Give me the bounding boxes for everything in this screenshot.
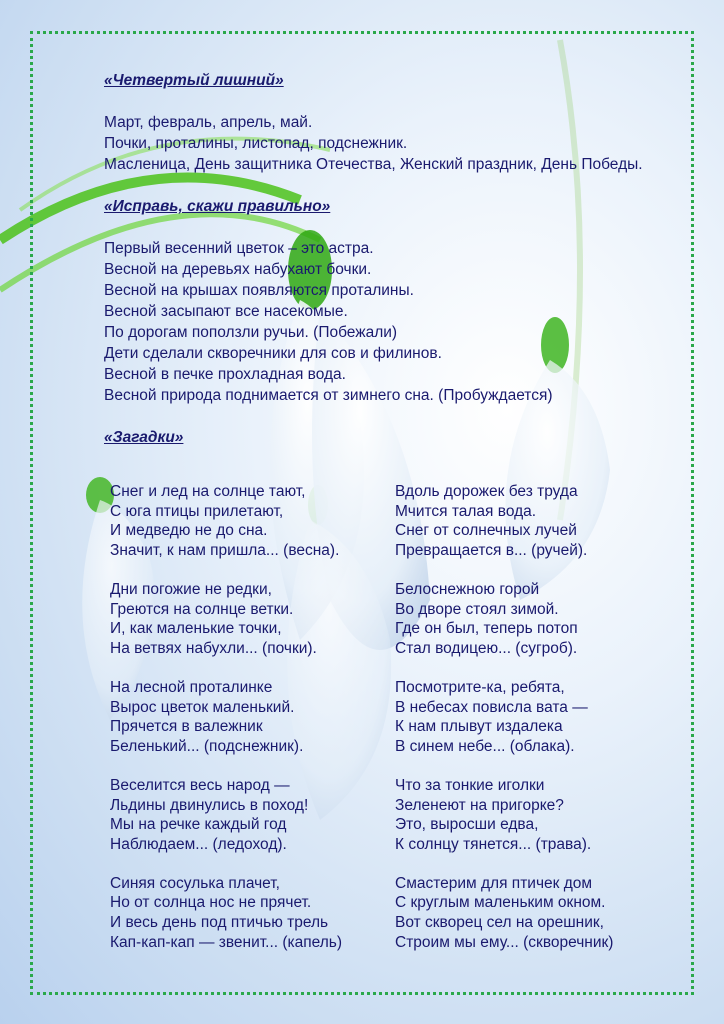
riddle-line: Мы на речке каждый год [110,816,287,834]
riddles-left-column [110,482,395,972]
riddle-line: И весь день под птичью трель [110,914,329,932]
text-line: Весной засыпают все насекомые. [104,303,348,320]
riddle-line: Снег и лед на солнце тают, [110,483,306,500]
riddle [110,776,395,854]
riddle-line: С юга птицы прилетают, [110,502,284,520]
text-line: Первый весенний цветок – это астра. [104,240,374,257]
section-title-riddles: «Загадки» [104,429,184,446]
text-line: По дорогам поползли ручьи. (Побежали) [104,324,398,341]
riddle-line: К нам плывут издалека [395,718,563,736]
riddle-line: В синем небе... (облака). [395,737,575,755]
riddle-line: Но от солнца нос не прячет. [110,894,312,912]
riddles-columns [110,482,670,972]
text-line: Почки, проталины, листопад, подснежник. [104,135,408,152]
riddle-line: В небесах повисла вата — [395,698,588,716]
riddle [395,580,670,658]
riddle-line: Значит, к нам пришла... (весна). [110,541,340,559]
riddle-line: Веселится весь народ — [110,776,290,794]
riddle-line: И, как маленькие точки, [110,620,282,638]
riddle [110,580,395,658]
riddle-line: Где он был, теперь потоп [395,620,578,638]
riddle-line: Смастерим для птичек дом [395,874,593,892]
riddle-line: И медведю не до сна. [110,522,268,540]
riddle-line: Стал водицею... (сугроб). [395,639,578,657]
riddle-line: Вырос цветок маленький. [110,698,295,716]
riddle-line: Кап-кап-кап — звенит... (капель) [110,933,343,951]
riddle [110,482,395,560]
riddle-line: Вот скворец сел на орешник, [395,914,604,932]
riddle-line: К солнцу тянется... (трава). [395,835,592,853]
riddle-line: Это, выросши едва, [395,816,539,834]
riddle-line: Строим мы ему... (скворечник) [395,933,614,951]
riddle-line: Мчится талая вода. [395,502,537,520]
riddle [395,482,670,560]
riddle [395,874,670,952]
riddle-line: Наблюдаем... (ледоход). [110,835,287,853]
section-title-correct-it: «Исправь, скажи правильно» [104,198,331,215]
riddle-line: На ветвях набухли... (почки). [110,639,317,657]
riddle-line: Что за тонкие иголки [395,776,545,794]
riddle-line: Превращается в... (ручей). [395,541,588,559]
riddle-line: Во дворе стоял зимой. [395,600,559,618]
riddle [395,776,670,854]
riddle-line: Греются на солнце ветки. [110,600,294,618]
riddle [110,678,395,756]
riddle-line: Посмотрите-ка, ребята, [395,678,565,696]
text-line: Весной в печке прохладная вода. [104,366,346,383]
top-sections [104,70,664,448]
riddle-line: С круглым маленьким окном. [395,894,606,912]
riddle [395,678,670,756]
riddle-line: На лесной проталинке [110,678,273,696]
text-line: Масленица, День защитника Отечества, Женский праздник, День Победы. [104,156,643,173]
riddle-line: Беленький... (подснежник). [110,737,304,755]
text-line: Весной на деревьях набухают бочки. [104,261,372,278]
riddle-line: Синяя сосулька плачет, [110,874,280,892]
text-line: Дети сделали скворечники для сов и филинов. [104,345,442,362]
section-title-odd-one-out: «Четвертый лишний» [104,72,284,89]
text-line: Весной природа поднимается от зимнего сна. (Пробуждается) [104,387,553,404]
riddle [110,874,395,952]
text-line: Весной на крышах появляются проталины. [104,282,414,299]
text-line: Март, февраль, апрель, май. [104,114,313,131]
riddle-line: Снег от солнечных лучей [395,522,577,540]
riddle-line: Прячется в валежник [110,718,263,736]
riddle-line: Зеленеют на пригорке? [395,796,564,814]
riddle-line: Дни погожие не редки, [110,580,272,598]
riddle-line: Льдины двинулись в поход! [110,796,309,814]
riddles-right-column [395,482,670,972]
riddle-line: Белоснежною горой [395,580,540,598]
riddle-line: Вдоль дорожек без труда [395,483,578,500]
